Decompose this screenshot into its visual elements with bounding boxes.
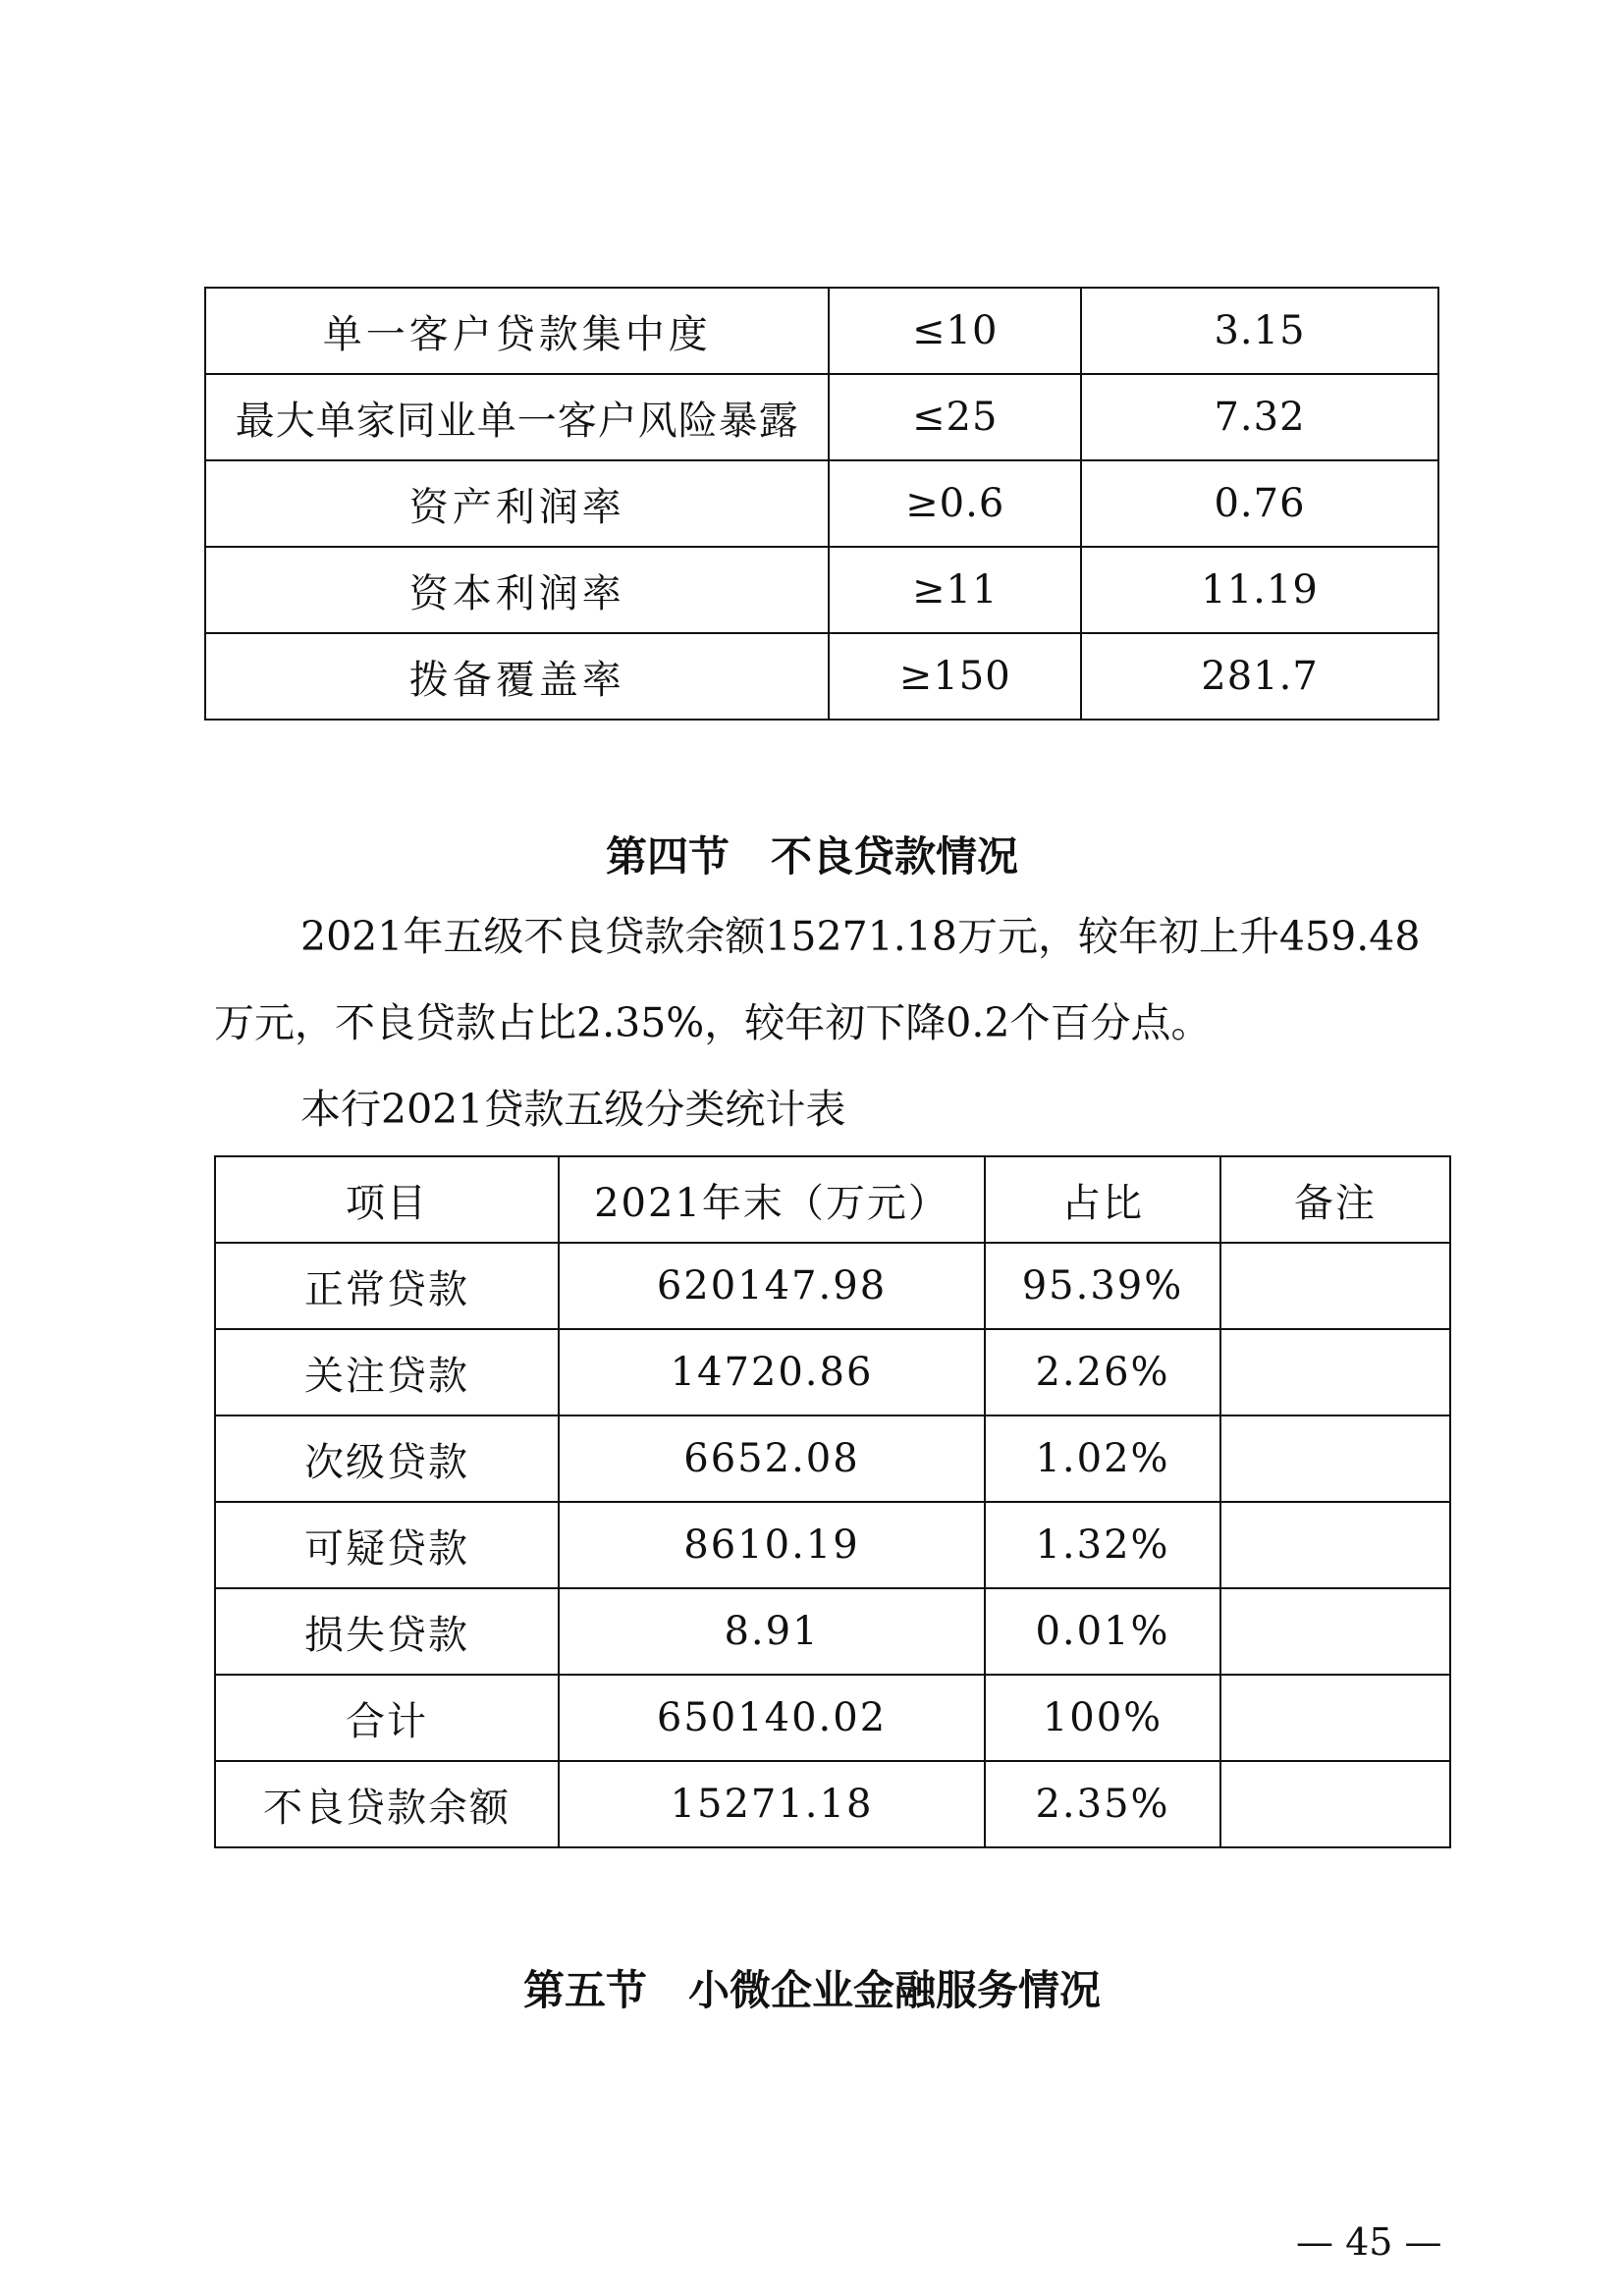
table-row [215,1761,1450,1847]
loan-note [1220,1761,1450,1847]
loan-amount: 6652.08 [559,1415,985,1502]
header-item: 项目 [215,1156,559,1243]
loan-note [1220,1329,1450,1415]
header-amount: 2021年末（万元） [559,1156,985,1243]
table-row [205,288,1438,374]
indicator-name: 最大单家同业单一客户风险暴露 [205,374,829,460]
loan-amount: 8610.19 [559,1502,985,1588]
loan-note [1220,1415,1450,1502]
paragraph-line-2: 万元，不良贷款占比2.35%，较年初下降0.2个百分点。 [214,999,1212,1046]
loan-ratio: 100% [985,1675,1220,1761]
loan-amount: 650140.02 [559,1675,985,1761]
table-row [205,374,1438,460]
table-row [215,1588,1450,1675]
loan-ratio: 1.32% [985,1502,1220,1588]
indicator-name: 资本利润率 [205,547,829,633]
indicator-value: 11.19 [1081,547,1438,633]
loan-ratio: 0.01% [985,1588,1220,1675]
header-note: 备注 [1220,1156,1450,1243]
table-row [215,1675,1450,1761]
page-number: — 45 — [1296,2220,1442,2264]
loan-item: 不良贷款余额 [215,1761,559,1847]
loan-ratio: 1.02% [985,1415,1220,1502]
loan-ratio: 2.35% [985,1761,1220,1847]
indicator-value: 0.76 [1081,460,1438,547]
table-row [205,547,1438,633]
loan-amount: 14720.86 [559,1329,985,1415]
loan-item: 关注贷款 [215,1329,559,1415]
indicator-value: 281.7 [1081,633,1438,720]
table-row [215,1243,1450,1329]
section-heading-4: 第四节 不良贷款情况 [605,832,1018,881]
table-row [205,633,1438,720]
loan-note [1220,1675,1450,1761]
loan-item: 可疑贷款 [215,1502,559,1588]
indicator-value: 7.32 [1081,374,1438,460]
loan-amount: 620147.98 [559,1243,985,1329]
indicator-standard: ≥0.6 [829,460,1081,547]
loan-item: 次级贷款 [215,1415,559,1502]
table-caption: 本行2021贷款五级分类统计表 [300,1086,846,1133]
table-row [215,1415,1450,1502]
loan-item: 损失贷款 [215,1588,559,1675]
indicator-standard: ≤10 [829,288,1081,374]
indicators-table [204,287,1439,721]
indicator-value: 3.15 [1081,288,1438,374]
indicator-name: 拨备覆盖率 [205,633,829,720]
loan-note [1220,1243,1450,1329]
paragraph-line-1: 2021年五级不良贷款余额15271.18万元，较年初上升459.48 [300,913,1421,960]
loan-note [1220,1588,1450,1675]
table-header-row [215,1156,1450,1243]
loan-ratio: 95.39% [985,1243,1220,1329]
indicator-standard: ≤25 [829,374,1081,460]
loan-item: 合计 [215,1675,559,1761]
table-row [215,1502,1450,1588]
indicator-name: 资产利润率 [205,460,829,547]
loan-amount: 8.91 [559,1588,985,1675]
indicator-name: 单一客户贷款集中度 [205,288,829,374]
loan-note [1220,1502,1450,1588]
section-heading-5: 第五节 小微企业金融服务情况 [522,1966,1101,2014]
table-row [215,1329,1450,1415]
header-ratio: 占比 [985,1156,1220,1243]
indicator-standard: ≥150 [829,633,1081,720]
indicator-standard: ≥11 [829,547,1081,633]
loan-ratio: 2.26% [985,1329,1220,1415]
table-row [205,460,1438,547]
loan-classification-table [214,1155,1451,1848]
loan-amount: 15271.18 [559,1761,985,1847]
loan-item: 正常贷款 [215,1243,559,1329]
